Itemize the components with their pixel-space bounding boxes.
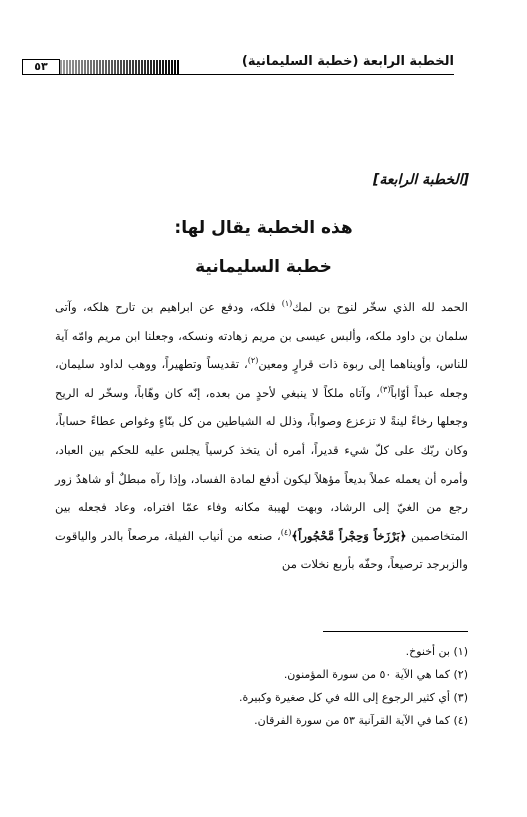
footnote-ref-3: (٣) [379, 384, 391, 394]
header-decorative-bar [60, 60, 180, 74]
header-rule [22, 74, 454, 75]
footnote-2: (٢) كما هي الآية ٥٠ من سورة المؤمنون. [283, 668, 468, 681]
body-text-segment-1: الحمد لله الذي سخّر لنوح بن لمك [292, 300, 468, 314]
footnotes [55, 640, 468, 732]
heading-intro: هذه الخطبة يقال لها: [174, 218, 353, 238]
footnote-3: (٣) أي كثير الرجوع إلى الله في كل صغيرة وكبيرة. [239, 691, 468, 704]
body-text-segment-2: فلكه، ودفع عن ابراهيم بن تارح هلكه، وآتى سلمان بن داود ملكه، وألبس عيسى بن مريم زهادته ونسكه، وجعلنا ابن مريم وامّه آية للناس، وأويناهما إلى ربوة ذات قرارٍ ومعين [55, 300, 468, 372]
heading-sermon-name: خطبة السليمانية [195, 257, 332, 277]
body-text-segment-5: ، صنعه من أنياب الفيلة، مرصعاً بالدر والياقوت والزبرجد ترصيعاً، وحفّه بأربع نخلات من [55, 528, 468, 572]
footnote-separator [323, 631, 468, 632]
footnote-ref-2: (٢) [247, 356, 259, 366]
running-header [22, 52, 454, 74]
section-label: [الخطبة الرابعة] [372, 172, 469, 188]
body-text-segment-4: ، وآتاه ملكاً لا ينبغي لأحدٍ من بعده، إنّه كان وهّاباً، وسخّر له الريح وجعلها رخاءً لينةً لا تزعزع وصواباً، وذلل له الشياطين من كل بنّاءٍ وغواص عطاءً حساباً، وكان ربّك على كلّ شيء قديراً، أمره أن يتخذ كرسياً يجلس عليه للحكم بين العباد، وأمره أن يعمله عملاً بديعاً مؤهلاً ليكون أدفع لمادة الفساد، وإذا رآه مبطلٌ أو شاهدٌ زور رجع من الغيّ إلى الرشاد، وبهت لهيبة مكانه وفاء عمّا افتراه، وعاد فجعله بين المتخاصمين [55, 385, 468, 543]
footnote-ref-4: (٤) [280, 527, 292, 537]
quran-quote: ﴿بَرْزَخاً وَحِجْراً مَّحْجُوراً﴾ [291, 528, 407, 543]
body-paragraph [55, 293, 468, 579]
footnote-ref-1: (١) [281, 299, 293, 309]
footnote-1: (١) بن أخنوخ. [405, 645, 468, 658]
body-text-segment-3: ، تقديساً وتطهيراً، ووهب لداود سليمان، وجعله عبداً أوّاباً [55, 357, 469, 400]
footnote-4: (٤) كما في الآية القرآنية ٥٣ من سورة الفرقان. [254, 714, 468, 727]
page-number: ٥٣ [22, 59, 60, 75]
running-header-title: الخطبة الرابعة (خطبة السليمانية) [241, 54, 454, 69]
